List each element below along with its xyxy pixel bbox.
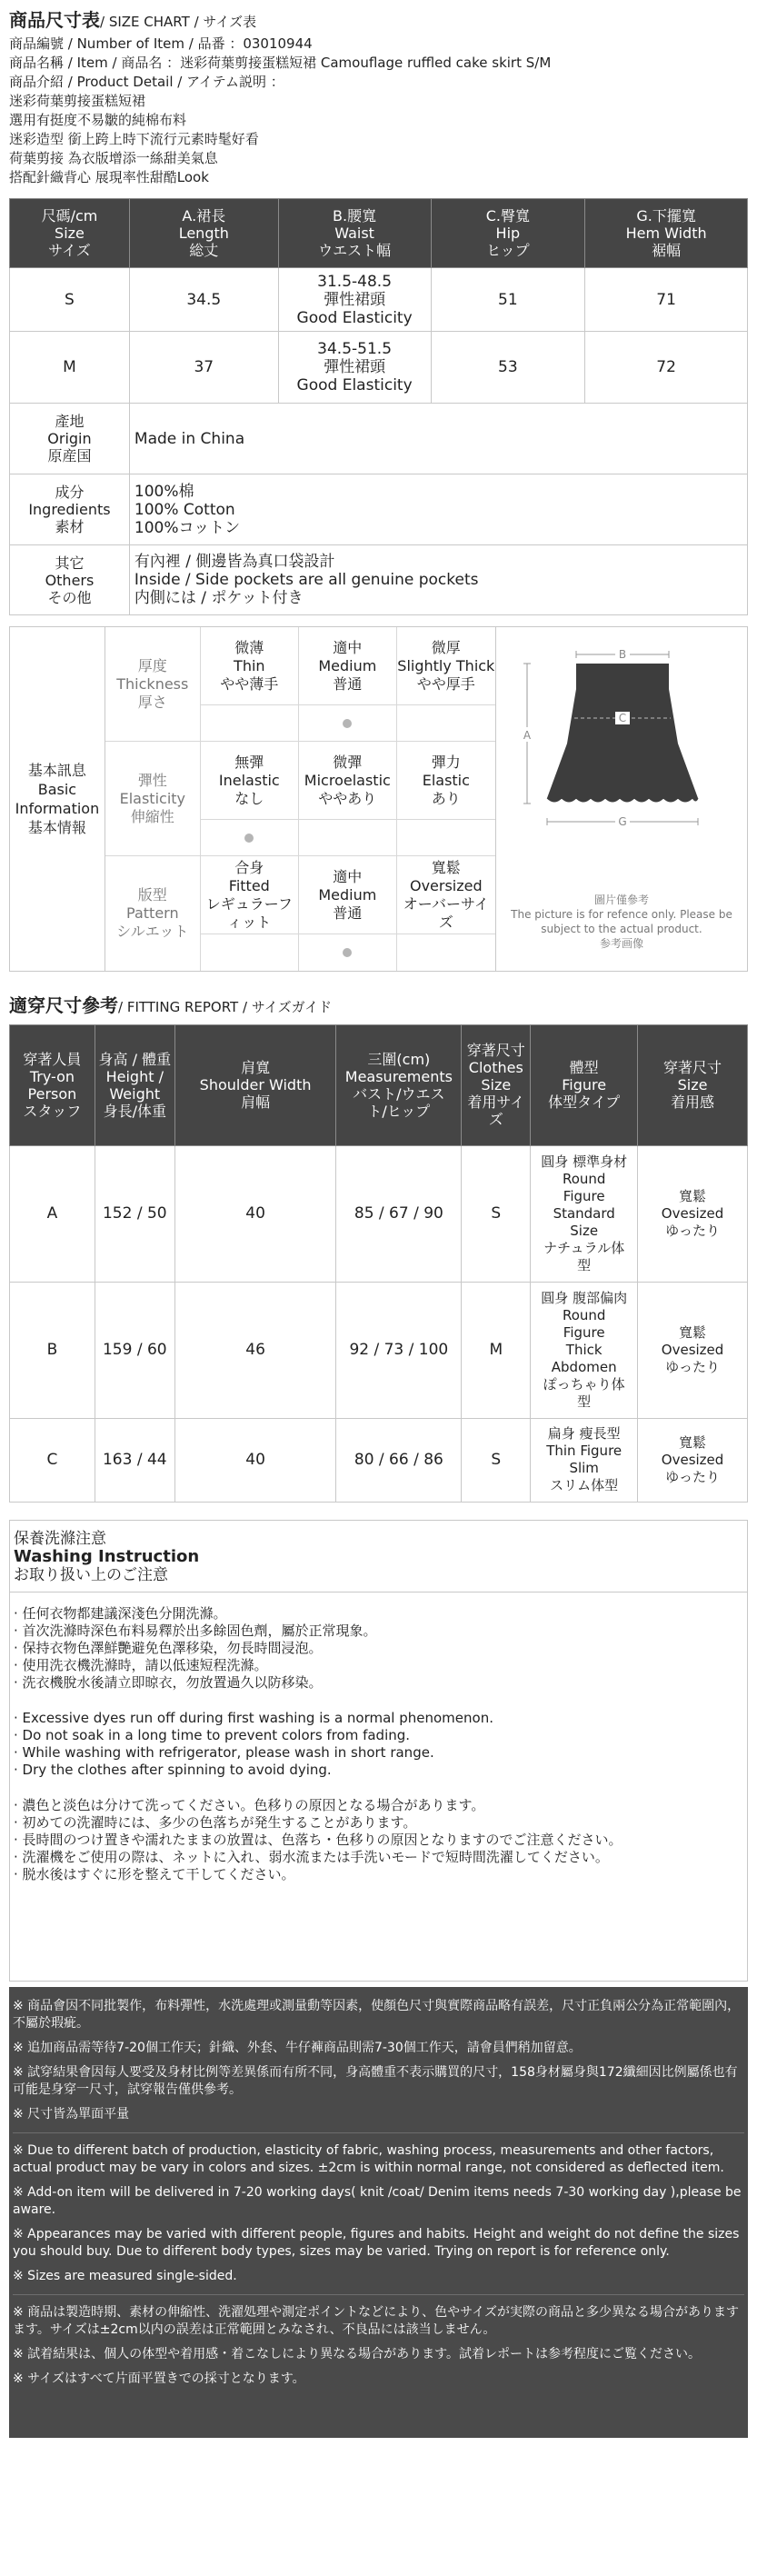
size-table [9,198,748,615]
product-detail-line: 荷葉剪接 為衣版增添一絲甜美氣息 [9,150,218,167]
washing-zh: · 任何衣物都建議深淺色分開洗滌。 · 首次洗滌時深色布料易釋於出多餘固色劑，屬於正常現象。 · 保持衣物色澤鮮艷避免色澤移染，勿長時間浸泡。 · 使用洗衣機洗滌時，請以低速短程洗滌。 · 洗衣機脫水後請立即晾衣，勿放置過久以防移染。 [14,1604,377,1691]
product-detail-label: 商品介紹 / Product Detail / アイテム説明 ： [9,74,284,91]
product-detail-line: 迷彩荷葉剪接蛋糕短裙 [9,93,146,110]
thickness-row: 厚度 Thickness 厚さ 微薄 Thin やや薄手 適中 Medium 普通 微厚 Slightly Thick やや厚手 [105,627,495,742]
header-hem: G.下擺寬 Hem Width 裾幅 [585,199,748,268]
others-row: 其它 Others その他 有內裡 / 側邊皆為真口袋設計 Inside / Side pockets are all genuine pockets 内側には / ポケット付き [10,545,748,615]
header-hip: C.臀寬 Hip ヒップ [431,199,585,268]
notes-en: ※ Due to different batch of production, elasticity of fabric, washing process, measurements and other factors, actual product may be vary in colors and sizes. ±2cm is within normal range, not considered as deflected item. ※ Add-on item will be delivered in 7-20 working days( knit /coat/ Denim items needs 7-30 working day ),please be aware. ※ Appearances may be varied with different people, figures and habits. Height and weight do not define the sizes you should buy. Due to different body types, sizes may be varied. Trying on report is for reference only. ※ Sizes are measured single-sided. [13,2142,742,2283]
fitting-table-header: 穿著人員 Try-on Person スタッフ 身高 / 體重 Height / Weight 身長/体重 肩寬 Shoulder Width 肩幅 三圍(cm) Measurements バスト/ウエス ト/ヒップ 穿著尺寸 Clothes Size 着用サイズ 體型 Figure 体型タイプ 穿著尺寸 Size 着用感 [10,1024,748,1145]
skirt-diagram [495,627,747,971]
origin-row: 產地 Origin 原産国 Made in China [10,404,748,474]
washing-en: · Excessive dyes run off during first washing is a normal phenomenon. · Do not soak in a long time to prevent colors from fading. · While washing with refrigerator, please wash in short range. · Dry the clothes after spinning to avoid dying. [14,1709,493,1778]
washing-instruction [9,1520,748,1982]
fitting-report-title: 適穿尺寸參考 / FITTING REPORT / サイズガイド [9,994,333,1017]
selected-dot-icon [244,834,254,843]
label-c: C [618,712,627,725]
table-row: S 34.5 31.5-48.5 彈性裙頭 Good Elasticity 51 71 [10,268,748,332]
ingredients-row: 成分 Ingredients 素材 100%棉 100% Cotton 100%コットン [10,474,748,545]
table-row: M 37 34.5-51.5 彈性裙頭 Good Elasticity 53 72 [10,332,748,404]
fitting-table [9,1024,748,1503]
basic-info-grid [105,627,495,971]
washing-ja: · 濃色と淡色は分けて洗ってください。色移りの原因となる場合があります。 · 初めての洗濯時には、多少の色落ちが発生することがあります。 · 長時間のつけ置きや濡れたままの放置は、色落ち・色移りの原因となりますのでご注意ください。 · 洗濯機をご使用の際は、ネットに入れ、弱水流または手洗いモードで短時間洗濯してください。 · 脱水後はすぐに形を整えて干してください。 [14,1796,623,1882]
label-a: A [523,729,532,743]
product-detail-line: 搭配針織背心 展現率性甜酷Look [9,169,209,186]
table-row: C 163 / 44 40 80 / 66 / 86 S 扁身 瘦長型 Thin Figure Slim スリム体型 寬鬆 Ovesized ゆったり [10,1418,748,1502]
label-g: G [618,815,627,829]
washing-title: 保養洗滌注意 Washing Instruction お取り扱い上のご注意 [10,1521,747,1593]
size-table-header [10,199,748,268]
notes-zh: ※ 商品會因不同批製作，布料彈性，水洗處理或測量動等因素，使顏色尺寸與實際商品略有誤差，尺寸正負兩公分為正常範圍內，不屬於瑕疵。 ※ 追加商品需等待7-20個工作天；針織、外套、牛仔褲商品則需7-30個工作天，請會員們稍加留意。 ※ 試穿結果會因每人要受及身材比例等差異係而有所不同，身高體重不表示購買的尺寸，158身材屬身與172纖細因比例屬係也有可能是身穿一尺寸，試穿報告僅供參考。 ※ 尺寸皆為單面平量 [13,1998,741,2122]
size-chart-title: 商品尺寸表 / SIZE CHART / サイズ表 [9,9,257,31]
product-detail-line: 選用有挺度不易皺的純棉布料 [9,112,187,129]
basic-info-label: 基本訊息 Basic Information 基本情報 [10,627,105,971]
product-info [9,35,748,187]
skirt-illustration-icon [496,627,747,891]
elasticity-row: 彈性 Elasticity 伸縮性 無彈 Inelastic なし 微彈 Microelastic ややあり 彈力 Elastic あり [105,742,495,856]
selected-dot-icon [343,719,352,728]
header-size: 尺碼/cm Size サイズ [10,199,130,268]
header-waist: B.腰寬 Waist ウエスト幅 [278,199,431,268]
item-name: 商品名稱 / Item / 商品名 ：迷彩荷葉剪接蛋糕短裙 Camouflage ruffled cake skirt S/M [9,55,552,72]
diagram-caption: 圖片僅參考 The picture is for refence only. Please be subject to the actual product. 参考画像 [511,894,732,951]
selected-dot-icon [343,948,352,957]
notes-panel [9,1987,748,2438]
notes-ja: ※ 商品は製造時期、素材の伸縮性、洗濯処理や測定ポイントなどにより、色やサイズが実際の商品と多少異なる場合がありますます。サイズは±2cm以内の誤差は正常範囲とみなされ、不良品には該当しません。 ※ 試着結果は、個人の体型や着用感・着こなしにより異なる場合があります。試着レポートは参考程度にご覧ください。 ※ サイズはすべて片面平置きでの採寸となります。 [13,2304,740,2386]
product-detail-line: 迷彩造型 銜上跨上時下流行元素時髦好看 [9,131,259,148]
item-number: 商品編號 / Number of Item / 品番 ：03010944 [9,35,313,53]
label-b: B [618,648,627,662]
table-row: A 152 / 50 40 85 / 67 / 90 S 圓身 標準身材 Round Figure Standard Size ナチュラル体 型 寬鬆 Ovesized ゆったり [10,1145,748,1282]
basic-information [9,626,748,972]
pattern-row: 版型 Pattern シルエット 合身 Fitted レギュラーフィット 適中 Medium 普通 寬鬆 Oversized オーバーサイズ [105,856,495,971]
header-length: A.裙長 Length 総丈 [129,199,278,268]
table-row: B 159 / 60 46 92 / 73 / 100 M 圓身 腹部偏肉 Round Figure Thick Abdomen ぽっちゃり体 型 寬鬆 Ovesized ゆったり [10,1282,748,1418]
